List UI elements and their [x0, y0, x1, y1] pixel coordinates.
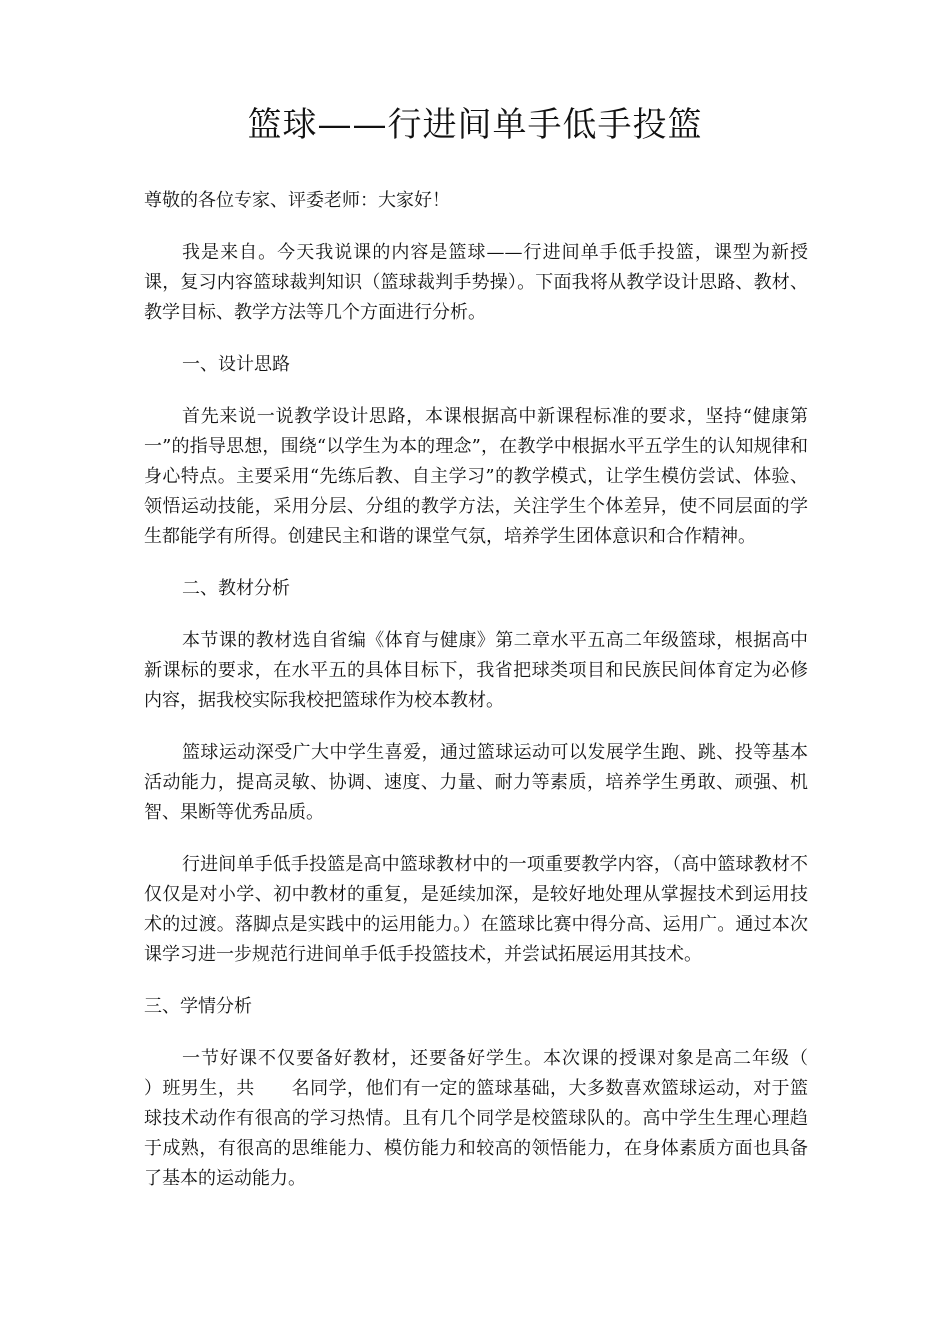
materials-paragraph-2: 篮球运动深受广大中学生喜爱，通过篮球运动可以发展学生跑、跳、投等基本活动能力，提高灵敏、协调、速度、力量、耐力等素质，培养学生勇敢、顽强、机智、果断等优秀品质。 — [144, 742, 808, 823]
intro-paragraph: 我是来自。今天我说课的内容是篮球——行进间单手低手投篮，课型为新授课，复习内容篮球裁判知识（篮球裁判手势操）。下面我将从教学设计思路、教材、教学目标、教学方法等几个方面进行分析。 — [144, 242, 808, 323]
materials-paragraph-3: 行进间单手低手投篮是高中篮球教材中的一项重要教学内容，（高中篮球教材不仅仅是对小学、初中教材的重复，是延续加深，是较好地处理从掌握技术到运用技术的过渡。落脚点是实践中的运用能力。）在篮球比赛中得分高、运用广。通过本次课学习进一步规范行进间单手低手投篮技术，并尝试拓展运用其技术。 — [144, 854, 808, 965]
design-paragraph: 首先来说一说教学设计思路，本课根据高中新课程标准的要求，坚持“健康第一”的指导思想，围绕“以学生为本的理念”，在教学中根据水平五学生的认知规律和身心特点。主要采用“先练后教、自主学习”的教学模式，让学生模仿尝试、体验、领悟运动技能，采用分层、分组的教学方法，关注学生个体差异，使不同层面的学生都能学有所得。创建民主和谐的课堂气氛，培养学生团体意识和合作精神。 — [144, 406, 808, 547]
section-heading-students: 三、学情分析 — [144, 996, 252, 1017]
section-heading-design: 一、设计思路 — [182, 354, 290, 375]
materials-paragraph-1: 本节课的教材选自省编《体育与健康》第二章水平五高二年级篮球，根据高中新课标的要求，在水平五的具体目标下，我省把球类项目和民族民间体育定为必修内容，据我校实际我校把篮球作为校本教材。 — [144, 630, 808, 711]
greeting: 尊敬的各位专家、评委老师：大家好！ — [144, 190, 450, 211]
section-heading-materials: 二、教材分析 — [182, 578, 290, 599]
document-title: 篮球——行进间单手低手投篮 — [247, 105, 703, 145]
students-paragraph: 一节好课不仅要备好教材，还要备好学生。本次课的授课对象是高二年级（ ）班男生，共 名同学，他们有一定的篮球基础，大多数喜欢篮球运动，对于篮球技术动作有很高的学习热情。且有几个同学是校篮球队的。高中学生生理心理趋于成熟，有很高的思维能力、模仿能力和较高的领悟能力，在身体素质方面也具备了基本的运动能力。 — [144, 1048, 844, 1189]
document-body — [144, 186, 844, 1194]
